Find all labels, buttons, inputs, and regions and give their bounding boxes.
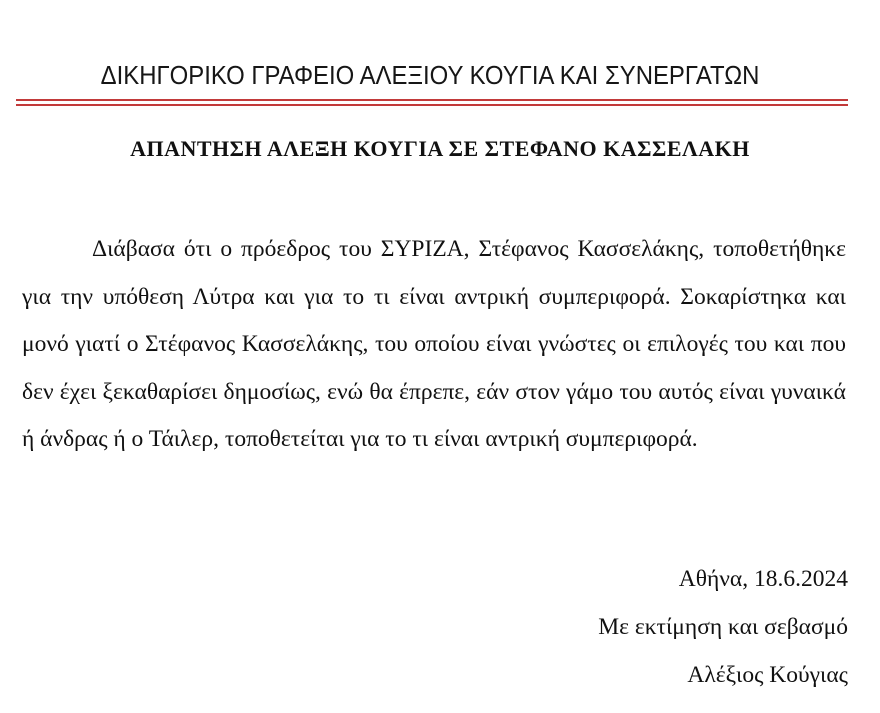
- letterhead-divider-bottom: [16, 104, 848, 106]
- closing-line: Με εκτίμηση και σεβασμό: [598, 614, 848, 640]
- signatory-name: Αλέξιος Κούγιας: [687, 662, 848, 688]
- place-and-date: Αθήνα, 18.6.2024: [678, 566, 848, 592]
- statement-paragraph: [22, 226, 846, 464]
- letterhead-divider-top: [16, 99, 848, 101]
- statement-text: Διάβασα ότι ο πρόεδρος του ΣΥΡΙΖΑ, Στέφανος Κασσελάκης, τοποθετήθηκε για την υπόθεση Λύτρα και για το τι είναι αντρική συμπεριφορά. Σοκαρίστηκα και μονό γιατί ο Στέφανος Κασσελάκης, του οποίου είναι γνώστες οι επιλογές του και που δεν έχει ξεκαθαρίσει δημοσίως, ενώ θα έπρεπε, εάν στον γάμο του αυτός είναι γυναικά ή άνδρας ή ο Τάιλερ, τοποθετείται για το τι είναι αντρική συμπεριφορά.: [22, 236, 846, 452]
- document-title: ΑΠΑΝΤΗΣΗ ΑΛΕΞΗ ΚΟΥΓΙΑ ΣΕ ΣΤΕΦΑΝΟ ΚΑΣΣΕΛΑΚΗ: [130, 136, 750, 161]
- letterhead-firm-name: ΔΙΚΗΓΟΡΙΚΟ ΓΡΑΦΕΙΟ ΑΛΕΞΙΟΥ ΚΟΥΓΙΑ ΚΑΙ ΣΥΝΕΡΓΑΤΩΝ: [100, 60, 760, 90]
